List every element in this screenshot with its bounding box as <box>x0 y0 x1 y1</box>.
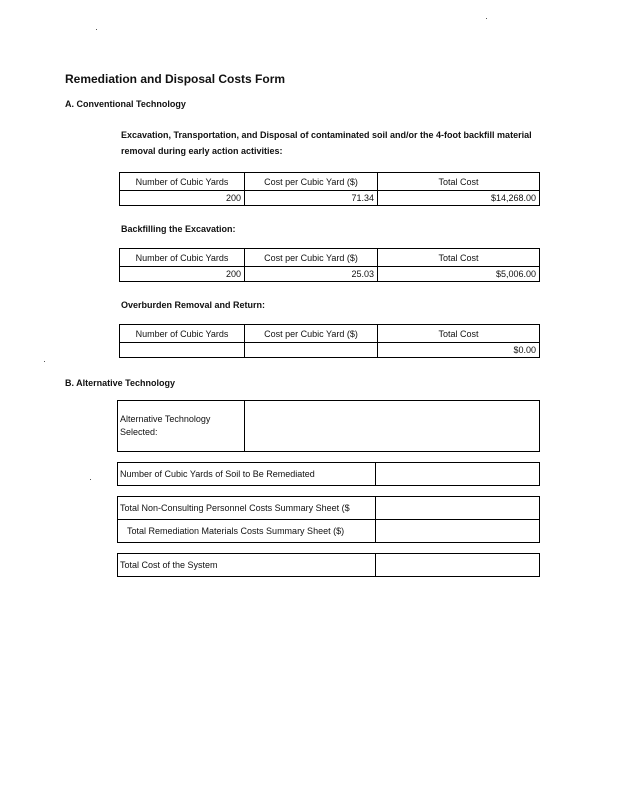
personnel-costs-field[interactable] <box>376 497 540 520</box>
excavation-unit-cost[interactable]: 71.34 <box>245 191 378 206</box>
scan-speck <box>44 361 45 362</box>
backfill-table <box>119 248 540 282</box>
table-row <box>120 191 540 206</box>
backfill-qty[interactable]: 200 <box>120 267 245 282</box>
table-header-row <box>120 325 540 343</box>
alt-tech-selected-label: Alternative Technology Selected: <box>118 401 245 452</box>
table-row <box>120 343 540 358</box>
scan-speck <box>486 18 487 19</box>
table-header-row <box>120 173 540 191</box>
materials-costs-label: Total Remediation Materials Costs Summary Sheet ($) <box>118 520 376 543</box>
backfill-title: Backfilling the Excavation: <box>121 224 236 234</box>
table-row <box>118 401 540 452</box>
system-cost-label: Total Cost of the System <box>118 554 376 577</box>
backfill-unit-cost[interactable]: 25.03 <box>245 267 378 282</box>
table-row <box>118 554 540 577</box>
system-cost-field[interactable] <box>376 554 540 577</box>
header-total: Total Cost <box>378 249 540 267</box>
row-gap <box>118 543 540 554</box>
excavation-total: $14,268.00 <box>378 191 540 206</box>
materials-costs-field[interactable] <box>376 520 540 543</box>
row-gap <box>118 486 540 497</box>
header-total: Total Cost <box>378 173 540 191</box>
section-a-heading: A. Conventional Technology <box>65 99 186 109</box>
header-unit-cost: Cost per Cubic Yard ($) <box>245 325 378 343</box>
header-qty: Number of Cubic Yards <box>120 249 245 267</box>
spacer-row <box>118 452 540 463</box>
header-total: Total Cost <box>378 325 540 343</box>
intro-text: Excavation, Transportation, and Disposal of contaminated soil and/or the 4-foot backfill material removal during early action activities: <box>121 130 532 156</box>
excavation-qty[interactable]: 200 <box>120 191 245 206</box>
header-qty: Number of Cubic Yards <box>120 173 245 191</box>
excavation-table <box>119 172 540 206</box>
row-gap <box>118 452 540 463</box>
scan-speck <box>90 479 91 480</box>
backfill-total: $5,006.00 <box>378 267 540 282</box>
table-row <box>118 520 540 543</box>
alternative-technology-table <box>117 400 540 577</box>
spacer-row <box>118 543 540 554</box>
overburden-title: Overburden Removal and Return: <box>121 300 266 310</box>
overburden-table <box>119 324 540 358</box>
overburden-unit-cost[interactable] <box>245 343 378 358</box>
header-unit-cost: Cost per Cubic Yard ($) <box>245 249 378 267</box>
personnel-costs-label: Total Non-Consulting Personnel Costs Summary Sheet ($ <box>118 497 376 520</box>
overburden-qty[interactable] <box>120 343 245 358</box>
table-header-row <box>120 249 540 267</box>
alt-tech-selected-field[interactable] <box>245 401 540 452</box>
table-row <box>118 497 540 520</box>
overburden-total: $0.00 <box>378 343 540 358</box>
cubic-yards-field[interactable] <box>376 463 540 486</box>
cubic-yards-label: Number of Cubic Yards of Soil to Be Remediated <box>118 463 376 486</box>
table-row <box>118 463 540 486</box>
table-row <box>120 267 540 282</box>
form-title: Remediation and Disposal Costs Form <box>65 72 286 86</box>
section-b-heading: B. Alternative Technology <box>65 378 176 388</box>
spacer-row <box>118 486 540 497</box>
header-qty: Number of Cubic Yards <box>120 325 245 343</box>
scan-speck <box>96 29 97 30</box>
header-unit-cost: Cost per Cubic Yard ($) <box>245 173 378 191</box>
